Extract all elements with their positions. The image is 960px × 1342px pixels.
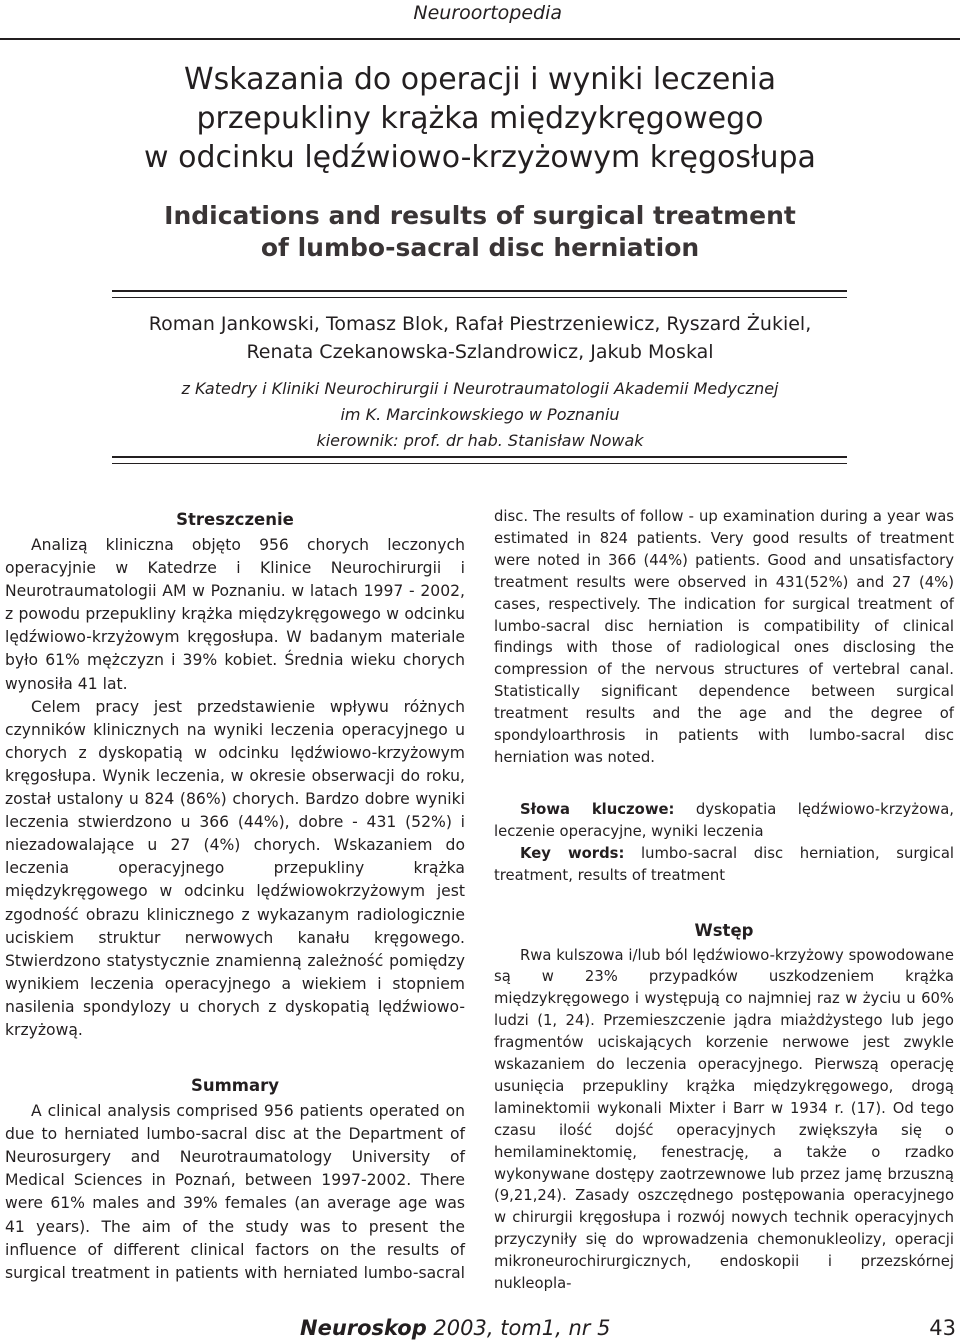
abstract-en-paragraph-continued: disc. The results of follow - up examination during a year was estimated in 824 patients. Very good results of treatment were noted in 366 (44%) patients. Good and unsatisfactory treatment results were observed in 431(52%) and 27 (4%) cases, respectively. The indication for surgical treatment of lumbo-sacral disc herniation is compatibility of clinical findings with those of radiological ones disclosing the compression of the nervous structures of vertebral canal. Statistically significant dependence between surgical treatment results and the age and the degree of spondyloarthrosis in patients with lumbo-sacral disc herniation was noted. <box>494 508 954 766</box>
title-polish-line: Wskazania do operacji i wyniki leczenia <box>183 62 777 97</box>
rule-below-affiliation <box>112 456 847 464</box>
author-line: Renata Czekanowska-Szlandrowicz, Jakub Moskal <box>246 341 714 363</box>
spacer <box>494 769 954 799</box>
intro-heading: Wstęp <box>694 920 754 940</box>
author-line: Roman Jankowski, Tomasz Blok, Rafał Piestrzeniewicz, Ryszard Żukiel, <box>148 313 812 335</box>
keywords-english-text: lumbo-sacral disc herniation, surgical treatment, results of treatment <box>494 844 954 884</box>
abstract-en-paragraph: A clinical analysis comprised 956 patients operated on due to herniated lumbo-sacral disc at the Department of Neurosurgery and Neurotraumatology University of Medical Sciences in Poznań, between 1997-2002. There were 61% males and 39% females (an average age was 41 years). The aim of the study was to present the influence of different clinical factors on the results of surgical treatment in patients with herniated lumbo-sacral <box>5 1102 465 1282</box>
author-list <box>0 310 960 366</box>
title-polish-line: w odcinku lędźwiowo-krzyżowym kręgosłupa <box>144 140 816 175</box>
title-polish <box>0 60 960 177</box>
title-english <box>0 200 960 264</box>
running-head-section: Neuroortopedia <box>413 2 562 24</box>
affiliation-line: kierownik: prof. dr hab. Stanisław Nowak <box>316 431 644 450</box>
abstract-pl-paragraph: Analizą kliniczna objęto 956 chorych leczonych operacyjnie w Katedrze i Klinice Neurochirurgii i Neurotraumatologii AM w Poznaniu. w latach 1997 - 2002, z powodu przepukliny krążka międzykręgowego w odcinku lędźwiowo-krzyżowym kręgosłupa. W badanym materiale było 61% mężczyzn i 39% kobiet. Średnia wieku chorych wynosiła 41 lat. <box>5 536 465 693</box>
footer-journal-name: Neuroskop <box>300 1316 427 1340</box>
footer-citation <box>300 1314 610 1342</box>
title-polish-line: przepukliny krążka międzykręgowego <box>196 101 764 136</box>
left-column <box>5 506 465 1285</box>
keywords-polish-label: Słowa kluczowe: <box>520 800 675 818</box>
affiliation-line: im K. Marcinkowskiego w Poznaniu <box>340 405 620 424</box>
rule-above-authors <box>112 290 847 298</box>
affiliation-line: z Katedry i Kliniki Neurochirurgii i Neurotraumatologii Akademii Medycznej <box>181 379 779 398</box>
right-column-text <box>494 506 954 1295</box>
spacer <box>494 887 954 917</box>
title-english-line: of lumbo-sacral disc herniation <box>260 233 700 262</box>
keywords-english-label: Key words: <box>520 844 625 862</box>
footer-volume: 2003, tom1, nr 5 <box>426 1316 611 1340</box>
abstract-en-heading: Summary <box>190 1076 280 1096</box>
intro-paragraph: Rwa kulszowa i/lub ból lędźwiowo-krzyżowy spowodowane są w 23% przypadków uszkodzeniem krążka międzykręgowego i występują co najmniej raz w życiu u 60% ludzi (1, 24). Przemieszczenie jądra miażdżystego lub jego fragmentów uciskających korzenie nerwowe jest zwykle wskazaniem do leczenia operacyjnego. Pierwszą operację usunięcia przepukliny krążka międzykręgowego, drogą laminektomii wykonali Mixter i Barr w 1934 r. (17). Od tego czasu ilość dojść operacyjnych zwiększyła się o hemilaminektomię, fenestrację, a także o rzadko wykonywane dostępy zaotrzewnowe lub przez jamę brzuszną (9,21,24). Zasady oszczędnego postępowania operacyjnego w chirurgii kręgosłupa i rozwój nowych technik operacyjnych przyczyniły się do wprowadzenia chemonukleolizy, operacji mikroneurochirurgicznych, endoskopii i przezskórnej nukleopla- <box>494 946 954 1293</box>
abstract-pl-heading: Streszczenie <box>176 510 294 529</box>
page-number: 43 <box>929 1316 956 1340</box>
spacer <box>5 1042 465 1072</box>
affiliation <box>0 376 960 454</box>
keywords-polish-text: dyskopatia lędźwiowo-krzyżowa, leczenie operacyjne, wyniki leczenia <box>494 800 954 840</box>
header-rule <box>0 38 960 40</box>
keywords-english <box>494 843 954 887</box>
abstract-pl-paragraph: Celem pracy jest przedstawienie wpływu różnych czynników klinicznych na wyniki leczenia operacyjnego u chorych z dyskopatią w odcinku lędźwiowo-krzyżowym kręgosłupa. Wynik leczenia, w okresie obserwacji do roku, został ustalony u 824 (86%) chorych. Bardzo dobre wyniki leczenia stwierdzono u 366 (44%), dobre - 431 (52%) i niezadowalające u 27 (4%) chorych. Wskazaniem do leczenia operacyjnego przepukliny krążka międzykręgowego w odcinku lędźwiowokrzyżowym jest zgodność obrazu klinicznego z wykazanym radiologicznie uciskiem struktur nerwowych kanału kręgowego. Stwierdzono statystycznie znamienną zależność pomiędzy wynikiem leczenia operacyjnego a wiekiem i stopniem nasilenia spondylozy u chorych z dyskopatią lędźwiowo-krzyżową. <box>5 697 465 1039</box>
title-english-line: Indications and results of surgical treatment <box>164 201 796 230</box>
keywords-polish <box>494 799 954 843</box>
